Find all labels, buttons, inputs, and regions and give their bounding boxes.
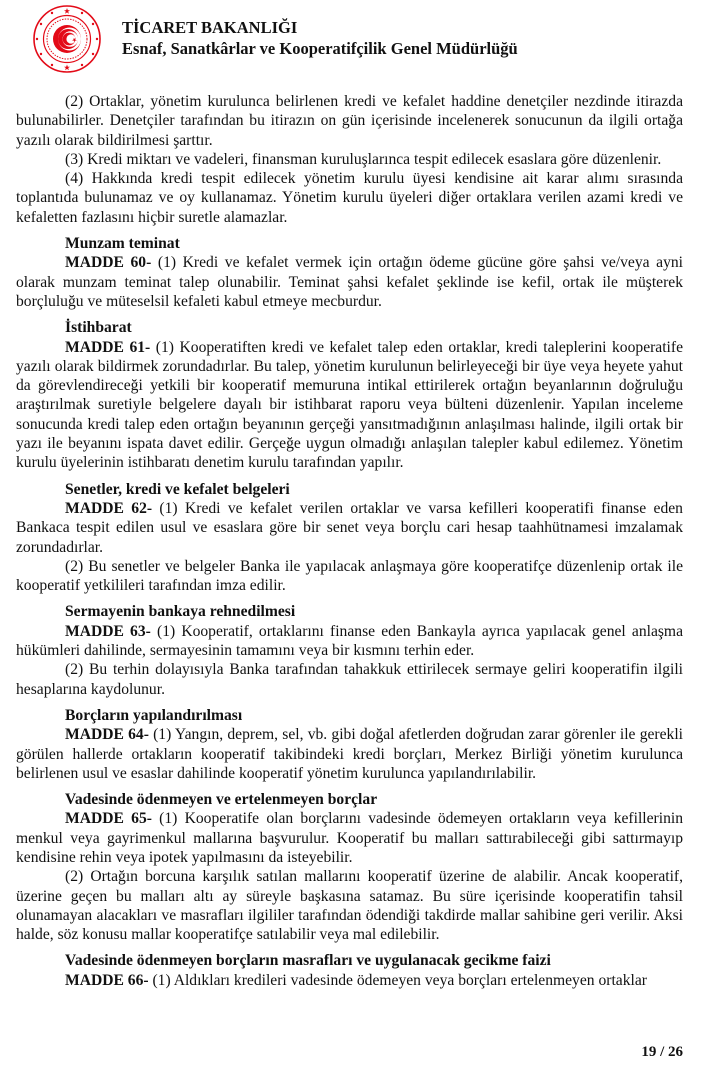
paragraph: (4) Hakkında kredi tespit edilecek yönetim kurulu üyesi kendisine ait karar alımı sırasında toplantıda bulunamaz ve oy kullanamaz. Yönetim kurulu üyeleri diğer ortaklara verilen azami kredi ve kefaletten fazlasını hiçbir suretle alamazlar. bbox=[16, 170, 683, 226]
article-number: MADDE 61- bbox=[65, 338, 151, 356]
article-paragraph bbox=[16, 809, 683, 867]
header-title-block bbox=[122, 17, 518, 59]
directorate-name: Esnaf, Sanatkârlar ve Kooperatifçilik Genel Müdürlüğü bbox=[122, 39, 518, 58]
article-heading: Borçların yapılandırılması bbox=[65, 706, 243, 724]
document-body bbox=[16, 92, 683, 990]
article-heading: Senetler, kredi ve kefalet belgeleri bbox=[65, 480, 290, 498]
article-number: MADDE 65- bbox=[65, 810, 152, 828]
paragraph: (2) Bu senetler ve belgeler Banka ile yapılacak anlaşmaya göre kooperatifçe düzenlenip ortak ile kooperatif yetkilileri tarafından imza edilir. bbox=[16, 557, 683, 595]
article-65 bbox=[16, 790, 683, 944]
article-paragraph bbox=[16, 253, 683, 311]
article-text: (1) Kooperatife olan borçlarını vadesinde ödemeyen ortakların veya kefillerinin menkul veya gayrimenkul mallarına başvurulur. Kooperatif bu malları sattırabileceği gibi sattırmayıp kendisine rehin veya ipotek yapılmasını da isteyebilir. bbox=[16, 810, 683, 866]
article-61 bbox=[16, 318, 683, 472]
article-number: MADDE 64- bbox=[65, 726, 149, 744]
article-text: (1) Kooperatif, ortaklarını finanse eden Bankayla ayrıca yapılacak genel anlaşma hükümleri dahilinde, sermayesinin tamamını veya bir kısmını terhin eder. bbox=[16, 622, 683, 660]
article-64 bbox=[16, 706, 683, 783]
ministry-seal-icon bbox=[32, 4, 102, 74]
article-number: MADDE 60- bbox=[65, 254, 152, 272]
article-text: (1) Kredi ve kefalet verilen ortaklar ve varsa kefilleri kooperatifi finanse eden Bankaca tespit edilen usul ve esaslara göre bir senet veya borçlu cari hesap taahhütnamesi imzalamak zorundadırlar. bbox=[16, 499, 683, 556]
intro-section bbox=[16, 92, 683, 227]
article-text: (1) Kredi ve kefalet vermek için ortağın ödeme gücüne göre şahsi ve/veya ayni olarak munzam teminat talep olunabilir. Teminat şahsi kefalet şeklinde ise kefil, ortak ile müşterek borçluluğu ve müteselsil kefaleti kabul etmeye mecburdur. bbox=[16, 254, 684, 310]
article-heading: Munzam teminat bbox=[65, 235, 180, 253]
paragraph: (2) Ortağın borcuna karşılık satılan mallarını kooperatif üzerine de alabilir. Ancak kooperatif, üzerine geçen bu malları altı ay süreyle başkasına satamaz. Bu süre içerisinde kooperatifin tahsil olunamayan alacakları ve masrafları ilgililer tarafından ödendiği takdirde mallar sahibine geri verilir. Aksi halde, söz konusu mallar kooperatifçe satılabilir veya mal edilebilir. bbox=[16, 868, 683, 944]
article-paragraph bbox=[16, 971, 683, 990]
article-heading: Sermayenin bankaya rehnedilmesi bbox=[65, 603, 296, 621]
article-paragraph bbox=[16, 622, 683, 661]
article-heading: İstihbarat bbox=[65, 319, 132, 337]
paragraph: (2) Ortaklar, yönetim kurulunca belirlenen kredi ve kefalet haddine denetçiler nezdinde itirazda bulunabilirler. Denetçiler tarafından bu itirazın on gün içerisinde incelenerek sonucunun da ilgili ortağa yazılı olarak bildirilmesi şarttır. bbox=[16, 93, 683, 149]
article-paragraph bbox=[16, 499, 683, 557]
page-number: 19 / 26 bbox=[641, 1044, 683, 1060]
document-header bbox=[30, 4, 690, 78]
article-number: MADDE 66- bbox=[65, 971, 149, 989]
article-heading: Vadesinde ödenmeyen ve ertelenmeyen borçlar bbox=[65, 791, 378, 809]
paragraph: (3) Kredi miktarı ve vadeleri, finansman kuruluşlarınca tespit edilecek esaslara göre düzenlenir. bbox=[65, 150, 662, 168]
article-paragraph bbox=[16, 338, 683, 473]
article-text: (1) Kooperatiften kredi ve kefalet talep eden ortaklar, kredi taleplerini kooperatife yazılı olarak bildirmek zorundadırlar. Bu talep, yönetim kurulunun belirleyeceği bir üye veya heyete yahut da görevlendireceği yetkili bir kooperatif memuruna intikal ettirilerek ortağın beyanlarının doğruluğu araştırılmak suretiyle belgelere dayalı bir istihbarat raporu veya bülteni düzenlenir. Yapılan inceleme sonucunda kredi talep eden ortağın beyanının gerçeği yansıtmadığının anlaşılması halinde, ilgili ortak bir yazı ile beyanını ispata davet edilir. Gerçeğe uygun olmadığı anlaşılan talepler kabul edilemez. Yönetim kurulu üyelerinin istihbaratı denetim kurulu tarafından yapılır. bbox=[16, 338, 684, 472]
article-paragraph bbox=[16, 725, 683, 783]
article-62 bbox=[16, 480, 683, 596]
paragraph: (2) Bu terhin dolayısıyla Banka tarafından tahakkuk ettirilecek sermaye geliri kooperatifin ilgili hesaplarına kaydolunur. bbox=[16, 661, 683, 698]
article-66 bbox=[16, 951, 683, 990]
article-text: (1) Yangın, deprem, sel, vb. gibi doğal afetlerden doğrudan zarar görenler ile gerekli görülen hallerde ortakların kooperatif takibindeki kredi borçları, Merkez Birliği yönetim kurulunca belirlenen usul ve esaslar dahilinde kooperatif yönetim kurulunca yapılandırılabilir. bbox=[16, 726, 683, 782]
article-60 bbox=[16, 234, 683, 311]
article-number: MADDE 62- bbox=[65, 499, 153, 517]
ministry-name: TİCARET BAKANLIĞI bbox=[122, 18, 298, 37]
article-text: (1) Aldıkları kredileri vadesinde ödemeyen veya borçları ertelenmeyen ortaklar bbox=[148, 971, 647, 989]
article-number: MADDE 63- bbox=[65, 622, 151, 640]
article-heading: Vadesinde ödenmeyen borçların masrafları ve uygulanacak gecikme faizi bbox=[65, 952, 551, 970]
article-63 bbox=[16, 602, 683, 698]
